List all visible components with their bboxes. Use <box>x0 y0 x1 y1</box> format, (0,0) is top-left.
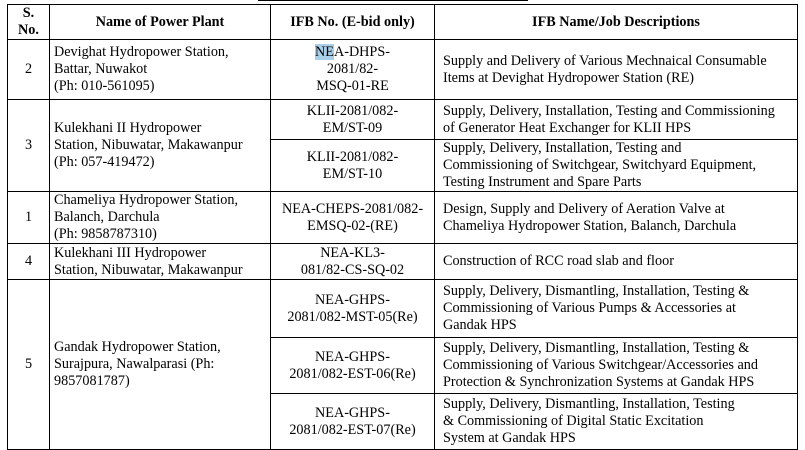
power-plant-cell: Devighat Hydropower Station, Battar, Nuwakot (Ph: 010-561095) <box>50 40 271 100</box>
ifb-number-cell <box>271 40 435 100</box>
job-description-cell: Supply, Delivery, Dismantling, Installation, Testing & Commissioning of Digital Static Excitation System at Gandak HPS <box>435 394 798 450</box>
job-description-cell: Construction of RCC road slab and floor <box>435 244 798 280</box>
power-plant-cell: Chameliya Hydropower Station, Balanch, Darchula (Ph: 9858787310) <box>50 192 271 244</box>
header-ifb: IFB No. (E-bid only) <box>271 5 435 40</box>
ifb-number-cell: NEA-GHPS- 2081/082-MST-05(Re) <box>271 280 435 338</box>
header-desc: IFB Name/Job Descriptions <box>435 5 798 40</box>
job-description-cell: Supply and Delivery of Various Mechnaical Consumable Items at Devighat Hydropower Station (RE) <box>435 40 798 100</box>
ifb-number-cell: KLII-2081/082- EM/ST-09 <box>271 100 435 140</box>
ifb-number-cell: NEA-GHPS- 2081/082-EST-07(Re) <box>271 394 435 450</box>
serial-number-cell: 4 <box>8 244 50 280</box>
serial-number-cell: 1 <box>8 192 50 244</box>
top-rule <box>258 0 528 1</box>
ifb-number-text: A-DHPS- 2081/82- MSQ-01-RE <box>316 44 390 94</box>
ifb-number-cell: NEA-KL3- 081/82-CS-SQ-02 <box>271 244 435 280</box>
header-sno: S. No. <box>8 5 50 40</box>
table-row <box>8 244 798 280</box>
serial-number-cell: 3 <box>8 100 50 192</box>
power-plant-cell: Kulekhani III Hydropower Station, Nibuwatar, Makawanpur <box>50 244 271 280</box>
ifb-number-cell: NEA-GHPS- 2081/082-EST-06(Re) <box>271 338 435 394</box>
ifb-number-cell: KLII-2081/082- EM/ST-10 <box>271 140 435 192</box>
serial-number-cell: 2 <box>8 40 50 100</box>
job-description-cell: Supply, Delivery, Dismantling, Installation, Testing & Commissioning of Various Pumps & Accessories at Gandak HPS <box>435 280 798 338</box>
table-row <box>8 280 798 338</box>
table-body <box>8 40 798 450</box>
table-row <box>8 40 798 100</box>
job-description-cell: Supply, Delivery, Installation, Testing and Commissioning of Generator Heat Exchanger for KLII HPS <box>435 100 798 140</box>
serial-number-cell: 5 <box>8 280 50 450</box>
ifb-table <box>7 4 798 450</box>
table-row <box>8 192 798 244</box>
ifb-number-cell: NEA-CHEPS-2081/082- EMSQ-02-(RE) <box>271 192 435 244</box>
table-header-row <box>8 5 798 40</box>
table-row <box>8 100 798 140</box>
power-plant-cell: Kulekhani II Hydropower Station, Nibuwatar, Makawanpur (Ph: 057-419472) <box>50 100 271 192</box>
header-plant: Name of Power Plant <box>50 5 271 40</box>
job-description-cell: Supply, Delivery, Dismantling, Installation, Testing & Commissioning of Various Switchgear/Accessories and Protection & Synchronization Systems at Gandak HPS <box>435 338 798 394</box>
job-description-cell: Supply, Delivery, Installation, Testing and Commissioning of Switchgear, Switchyard Equipment, Testing Instrument and Spare Parts <box>435 140 798 192</box>
job-description-cell: Design, Supply and Delivery of Aeration Valve at Chameliya Hydropower Station, Balanch, Darchula <box>435 192 798 244</box>
text-selection-highlight: NE <box>315 44 334 60</box>
power-plant-cell: Gandak Hydropower Station, Surajpura, Nawalparasi (Ph: 9857081787) <box>50 280 271 450</box>
